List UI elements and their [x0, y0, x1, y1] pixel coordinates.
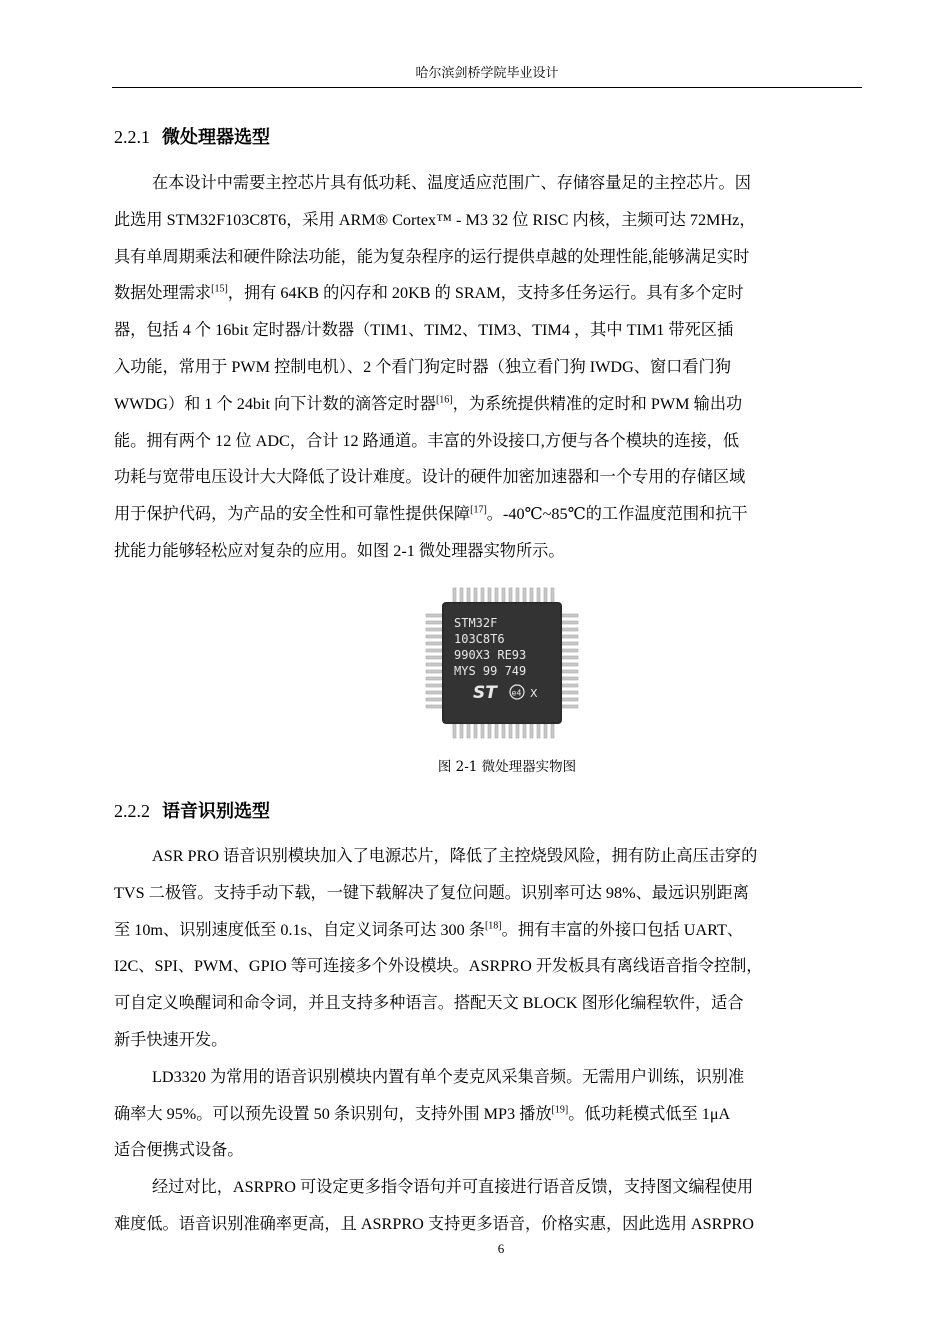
text-fragment: 至 10m、识别速度低至 0.1s、自定义词条可达 300 条	[114, 920, 485, 939]
section-number: 2.2.1	[114, 127, 150, 147]
chip-marking-line: STM32F	[454, 616, 498, 630]
chip-pins-left	[426, 614, 442, 708]
header-rule	[112, 87, 862, 88]
text-line	[114, 386, 860, 423]
section-title: 微处理器选型	[162, 127, 270, 148]
text-line	[114, 275, 860, 312]
text-line	[114, 1096, 860, 1133]
chip-pins-bottom	[453, 724, 554, 738]
section-heading-2-2-2	[114, 798, 270, 825]
text-line: 难度低。语音识别准确率更高，且 ASRPRO 支持更多语音，价格实惠，因此选用 ASRPRO	[114, 1214, 754, 1233]
text-line: 具有单周期乘法和硬件除法功能，能为复杂程序的运行提供卓越的处理性能,能够满足实时	[114, 247, 750, 266]
paragraph-microcontroller	[114, 165, 860, 570]
chip-pins-top	[453, 588, 554, 602]
text-fragment: ，为系统提供精准的定时和 PWM 输出功	[452, 394, 743, 413]
text-line	[114, 496, 860, 533]
citation-ref: [15]	[211, 284, 228, 295]
page-number: 6	[497, 1241, 505, 1256]
text-line: 能。拥有两个 12 位 ADC，合计 12 路通道。丰富的外设接口,方便与各个模块的连接，低	[114, 431, 740, 450]
text-line: 器，包括 4 个 16bit 定时器/计数器（TIM1、TIM2、TIM3、TIM4 ，其中 TIM1 带死区插	[114, 321, 734, 340]
text-fragment: WWDG）和 1 个 24bit 向下计数的滴答定时器	[114, 394, 436, 413]
chip-marking-line: 990X3 RE93	[454, 648, 527, 662]
citation-ref: [16]	[435, 394, 453, 406]
st-logo-icon: ST	[473, 683, 497, 703]
citation-ref: [17]	[470, 504, 487, 516]
citation-ref: [19]	[551, 1104, 569, 1116]
chip-figure	[423, 586, 581, 740]
text-line: 新手快速开发。	[114, 1030, 228, 1049]
citation-ref: [18]	[484, 920, 502, 932]
text-fragment: 用于保护代码，为产品的安全性和可靠性提供保障	[114, 505, 471, 524]
chip-pins-right	[562, 614, 578, 708]
paragraph-asrpro	[114, 838, 860, 1243]
running-header: 哈尔滨剑桥学院毕业设计	[415, 66, 559, 81]
text-fragment: 。低功耗模式低至 1μA	[568, 1104, 731, 1123]
text-line: 经过对比，ASRPRO 可设定更多指令语句并可直接进行语音反馈，支持图文编程使用	[152, 1178, 754, 1197]
text-line: TVS 二极管。支持手动下载，一键下载解决了复位问题。识别率可达 98%、最远识别距离	[114, 883, 749, 902]
text-fragment: 。-40℃~85℃的工作温度范围和抗干	[486, 505, 748, 524]
text-line: 在本设计中需要主控芯片具有低功耗、温度适应范围广、存储容量足的主控芯片。因	[152, 174, 751, 192]
section-heading-2-2-1	[114, 124, 270, 151]
text-line: 扰能力能够轻松应对复杂的应用。如图 2-1 微处理器实物所示。	[114, 541, 565, 560]
text-fragment: 数据处理需求	[114, 284, 212, 303]
text-line: LD3320 为常用的语音识别模块内置有单个麦克风采集音频。无需用户训练，识别准	[152, 1067, 745, 1086]
text-line	[114, 912, 860, 949]
text-line: 此选用 STM32F103C8T6，采用 ARM® Cortex™ - M3 32 位 RISC 内核，主频可达 72MHz，	[114, 210, 756, 229]
chip-marking-line: 103C8T6	[454, 632, 505, 646]
ecopack-badge-text: e4	[511, 688, 522, 698]
text-line: ASR PRO 语音识别模块加入了电源芯片，降低了主控烧毁风险，拥有防止高压击穿的	[152, 847, 758, 865]
chip-marking-line: MYS 99 749	[454, 664, 527, 678]
text-line: 入功能，常用于 PWM 控制电机）、2 个看门狗定时器（独立看门狗 IWDG、窗口看门狗	[114, 357, 731, 376]
chip-suffix-text: X	[530, 687, 538, 700]
text-fragment: 确率大 95%。可以预先设置 50 条识别句，支持外围 MP3 播放	[114, 1104, 552, 1123]
text-line: I2C、SPI、PWM、GPIO 等可连接多个外设模块。ASRPRO 开发板具有离线语音指令控制，	[114, 957, 763, 976]
figure-caption: 图 2-1 微处理器实物图	[437, 759, 577, 775]
section-title: 语音识别选型	[162, 801, 270, 822]
text-line: 可自定义唤醒词和命令词，并且支持多种语言。搭配天文 BLOCK 图形化编程软件，适合	[114, 994, 744, 1013]
text-fragment: 。拥有丰富的外接口包括 UART、	[501, 920, 744, 939]
text-line: 适合便携式设备。	[114, 1141, 244, 1160]
stm32-chip-image	[423, 586, 581, 740]
section-number: 2.2.2	[114, 801, 150, 821]
text-line: 功耗与宽带电压设计大大降低了设计难度。设计的硬件加密加速器和一个专用的存储区域	[114, 468, 746, 487]
text-fragment: ，拥有 64KB 的闪存和 20KB 的 SRAM，支持多任务运行。具有多个定时	[227, 284, 744, 303]
